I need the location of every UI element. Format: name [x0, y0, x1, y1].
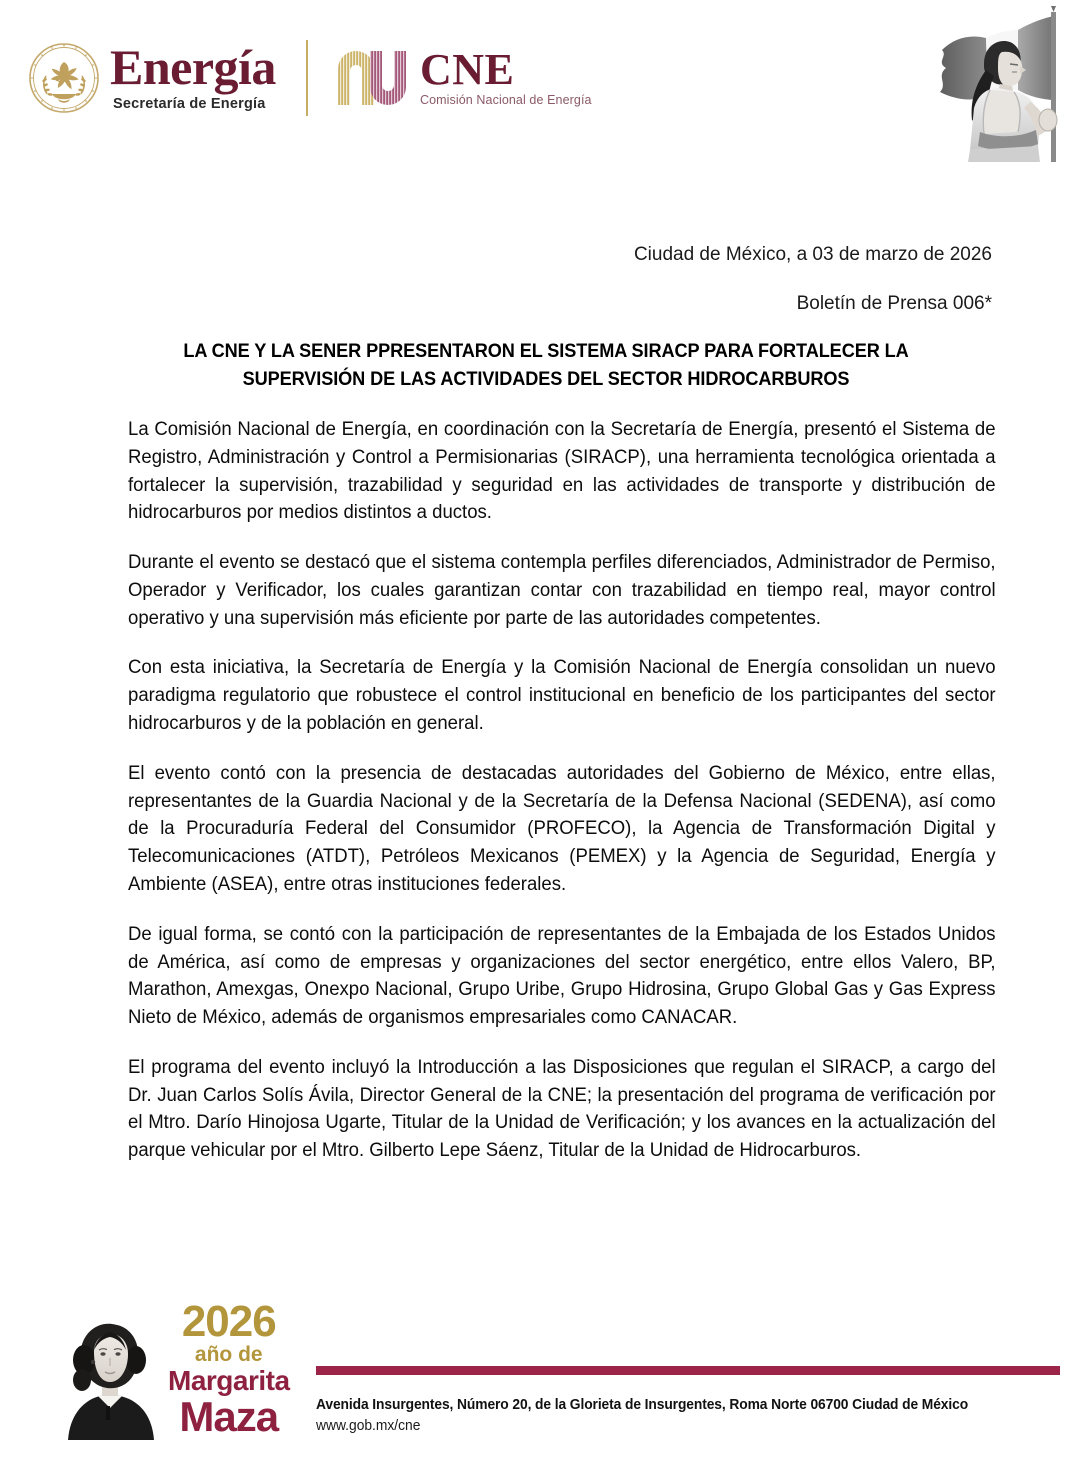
institutional-logos [28, 36, 592, 120]
footer-address: Avenida Insurgentes, Número 20, de la Glorieta de Insurgentes, Roma Norte 06700 Ciudad de México [316, 1397, 969, 1413]
cne-wordmark [419, 44, 592, 108]
cne-interlocking-arcs-icon [334, 47, 410, 109]
maza-last-name: Maza [179, 1393, 279, 1440]
page-title: LA CNE Y LA SENER PPRESENTARON EL SISTEMA SIRACP PARA FORTALECER LA SUPERVISIÓN DE LAS ACTIVIDADES DEL SECTOR HIDROCARBUROS [183, 340, 909, 390]
maza-first-name: Margarita [168, 1365, 290, 1397]
paragraph: Durante el evento se destacó que el sistema contempla perfiles diferenciados, Administrador de Permiso, Operador y Verificador, los cuales garantizan contar con trazabilidad en tiempo real, mayor control operativo y una supervisión más eficiente por parte de las autoridades competentes. [128, 552, 996, 629]
maza-text-block [168, 1297, 290, 1440]
footer-contact-block [316, 1366, 1060, 1434]
document-header [0, 0, 1090, 175]
paragraph: La Comisión Nacional de Energía, en coordinación con la Secretaría de Energía, presentó el Sistema de Registro, Administración y Control a Permisionarias (SIRACP), una herramienta tecnológica orientada a fortalecer la supervisión, trazabilidad y seguridad en las actividades de transporte y distribución de hidrocarburos por medios distintos a ductos. [128, 419, 996, 524]
sener-wordmark [110, 39, 276, 112]
maza-ano-de: año de [194, 1343, 263, 1367]
cne-title: CNE [419, 44, 515, 94]
footer-divider-bar [316, 1366, 1060, 1375]
margarita-maza-2026-logo [58, 1297, 290, 1440]
mexican-national-seal-icon [28, 42, 100, 114]
paragraph: El evento contó con la presencia de destacadas autoridades del Gobierno de México, entre ellas, representantes de la Guardia Nacional y de la Secretaría de la Defensa Nacional (SEDENA), así como de la Procuraduría Federal del Consumidor (PROFECO), la Agencia de Transformación Digital y Telecomunicaciones (ATDT), Petróleos Mexicanos (PEMEX) y la Agencia de Seguridad, Energía y Ambiente (ASEA), entre otras instituciones federales. [128, 762, 996, 895]
sener-subtitle: Secretaría de Energía [113, 95, 266, 112]
document-footer [0, 1290, 1090, 1458]
margarita-maza-portrait [58, 1314, 162, 1440]
sener-title: Energía [110, 39, 276, 96]
cne-logo [334, 44, 592, 109]
document-meta [352, 244, 992, 316]
place-date: Ciudad de México, a 03 de marzo de 2026 [633, 244, 992, 265]
flag-bearer-illustration [926, 4, 1078, 166]
paragraph: Con esta iniciativa, la Secretaría de Energía y la Comisión Nacional de Energía consolidan un nuevo paradigma regulatorio que robustece el control institucional en beneficio de los participantes del sector hidrocarburos y de la población en general. [128, 657, 996, 735]
footer-url[interactable]: www.gob.mx/cne [316, 1418, 421, 1434]
logo-divider [306, 40, 308, 116]
body-paragraphs [128, 416, 996, 1165]
bulletin-number: Boletín de Prensa 006* [796, 292, 992, 314]
maza-year: 2026 [181, 1297, 276, 1347]
paragraph: De igual forma, se contó con la participación de representantes de la Embajada de los Estados Unidos de América, así como de empresas y organizaciones del sector energético, entre ellos Valero, BP, Marathon, Amexgas, Onexpo Nacional, Grupo Uribe, Grupo Hidrosina, Grupo Global Gas y Gas Express Nieto de México, además de organismos empresariales como CANACAR. [128, 923, 996, 1029]
paragraph: El programa del evento incluyó la Introducción a las Disposiciones que regulan el SIRACP, a cargo del Dr. Juan Carlos Solís Ávila, Director General de la CNE; la presentación del programa de verificación por el Mtro. Darío Hinojosa Ugarte, Titular de la Unidad de Verificación; y los avances en la actualización del parque vehicular por el Mtro. Gilberto Lepe Sáenz, Titular de la Unidad de Hidrocarburos. [128, 1056, 996, 1162]
cne-subtitle: Comisión Nacional de Energía [419, 93, 592, 108]
